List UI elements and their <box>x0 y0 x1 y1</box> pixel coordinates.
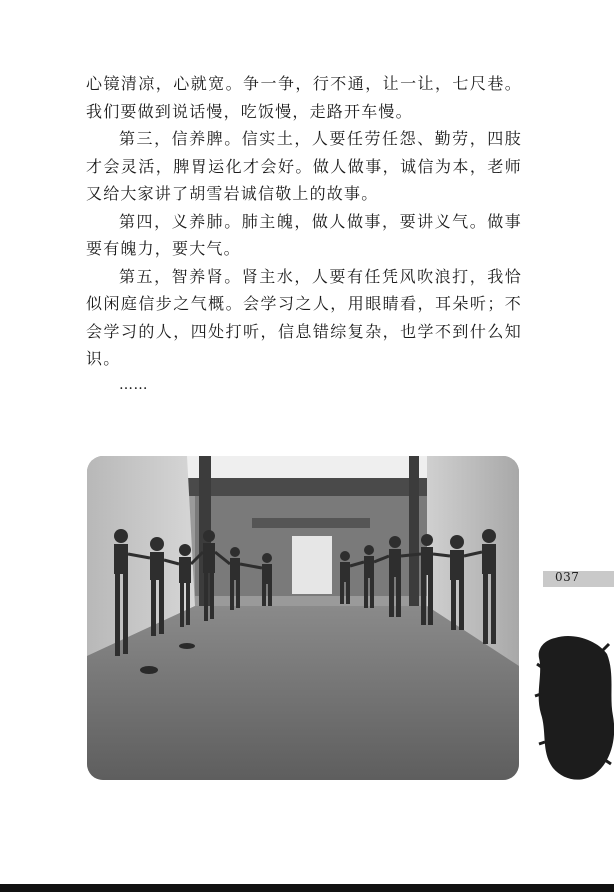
paragraph-3: 第四，义养肺。肺主魄，做人做事，要讲义气。做事要有魄力，要大气。 <box>86 211 522 258</box>
bottom-edge-bar <box>0 884 614 892</box>
page-number: 037 <box>555 570 580 584</box>
paragraph-2: 第三，信养脾。信实土，人要任劳任怨、勤劳，四肢才会灵活，脾胃运化才会好。做人做事，诚信为本，老师又给大家讲了胡雪岩诚信敬上的故事。 <box>86 129 522 203</box>
ellipsis: …… <box>119 376 148 393</box>
series-title-emblem <box>533 634 614 782</box>
paragraph-1: 心镜清凉，心就宽。争一争，行不通，让一让，七尺巷。我们要做到说话慢，吃饭慢，走路开车慢。 <box>86 74 522 121</box>
page-number-tab <box>543 571 614 587</box>
body-text <box>86 70 522 397</box>
paragraph-4: 第五，智养肾。肾主水，人要有任凭风吹浪打，我恰似闲庭信步之气概。会学习之人，用眼睛看，耳朵听；不会学习的人，四处打听，信息错综复杂，也学不到什么知识。 <box>86 266 522 368</box>
courtyard-photo <box>87 456 519 780</box>
